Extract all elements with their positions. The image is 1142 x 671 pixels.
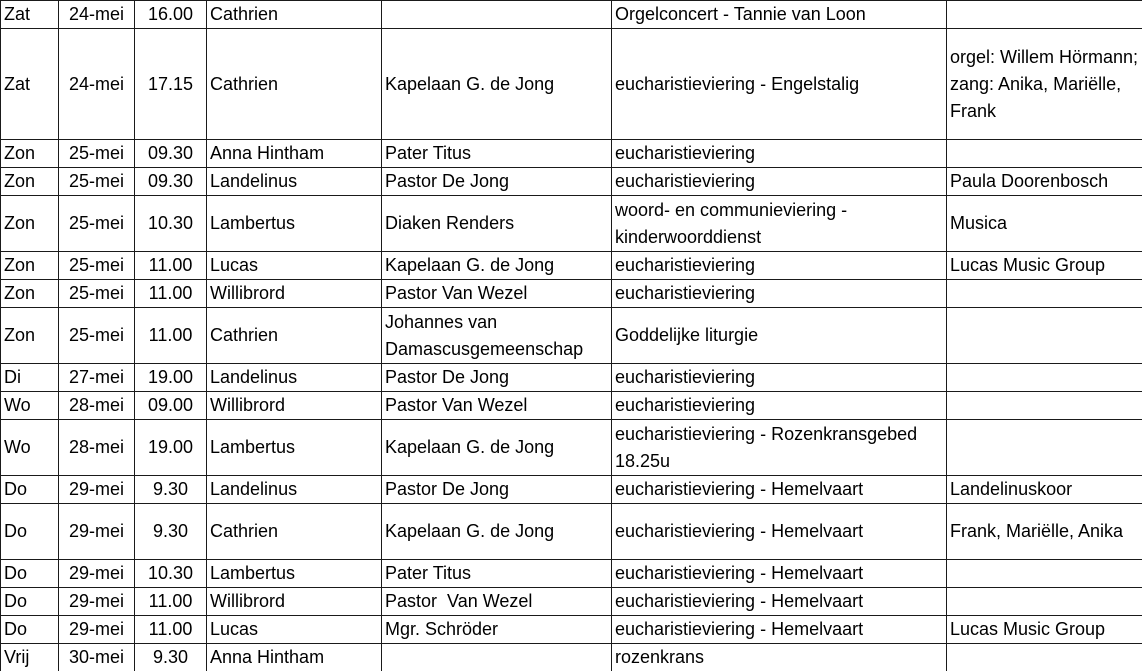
table-row [1, 476, 1142, 504]
time-cell: 9.30 [135, 644, 207, 671]
day-cell: Do [1, 616, 59, 644]
day-cell: Zon [1, 252, 59, 280]
music-cell: Landelinuskoor [947, 476, 1142, 504]
service-type-cell: eucharistieviering - Hemelvaart [612, 560, 947, 588]
time-cell: 19.00 [135, 364, 207, 392]
day-cell: Zon [1, 168, 59, 196]
service-type-cell: woord- en communieviering - kinderwoorddienst [612, 196, 947, 252]
service-type-cell: eucharistieviering - Rozenkransgebed 18.25u [612, 420, 947, 476]
date-cell: 25-mei [59, 308, 135, 364]
celebrant-cell: Pater Titus [382, 560, 612, 588]
time-cell: 9.30 [135, 504, 207, 560]
celebrant-cell: Diaken Renders [382, 196, 612, 252]
church-cell: Landelinus [207, 364, 382, 392]
music-cell [947, 364, 1142, 392]
table-row [1, 560, 1142, 588]
celebrant-cell: Kapelaan G. de Jong [382, 252, 612, 280]
table-row [1, 308, 1142, 364]
table-row [1, 1, 1142, 29]
day-cell: Zon [1, 140, 59, 168]
table-row [1, 280, 1142, 308]
service-type-cell: eucharistieviering [612, 280, 947, 308]
table-row [1, 29, 1142, 140]
celebrant-cell: Johannes van Damascusgemeenschap [382, 308, 612, 364]
date-cell: 29-mei [59, 616, 135, 644]
celebrant-cell: Pater Titus [382, 140, 612, 168]
service-type-cell: eucharistieviering - Hemelvaart [612, 476, 947, 504]
service-type-cell: eucharistieviering - Hemelvaart [612, 504, 947, 560]
music-cell [947, 644, 1142, 671]
time-cell: 10.30 [135, 196, 207, 252]
time-cell: 19.00 [135, 420, 207, 476]
table-row [1, 252, 1142, 280]
church-cell: Willibrord [207, 588, 382, 616]
time-cell: 11.00 [135, 308, 207, 364]
celebrant-cell: Kapelaan G. de Jong [382, 29, 612, 140]
service-type-cell: eucharistieviering [612, 168, 947, 196]
service-type-cell: eucharistieviering - Engelstalig [612, 29, 947, 140]
church-cell: Lucas [207, 252, 382, 280]
celebrant-cell [382, 1, 612, 29]
music-cell [947, 280, 1142, 308]
service-type-cell: eucharistieviering [612, 392, 947, 420]
day-cell: Wo [1, 392, 59, 420]
time-cell: 09.30 [135, 140, 207, 168]
church-cell: Cathrien [207, 29, 382, 140]
table-row [1, 392, 1142, 420]
music-cell: Lucas Music Group [947, 252, 1142, 280]
church-cell: Willibrord [207, 280, 382, 308]
table-row [1, 196, 1142, 252]
music-cell: orgel: Willem Hörmann; zang: Anika, Mariëlle, Frank [947, 29, 1142, 140]
music-cell [947, 560, 1142, 588]
date-cell: 28-mei [59, 420, 135, 476]
service-type-cell: eucharistieviering [612, 364, 947, 392]
celebrant-cell: Pastor Van Wezel [382, 588, 612, 616]
time-cell: 16.00 [135, 1, 207, 29]
day-cell: Do [1, 504, 59, 560]
date-cell: 29-mei [59, 560, 135, 588]
music-cell [947, 588, 1142, 616]
table-row [1, 364, 1142, 392]
day-cell: Di [1, 364, 59, 392]
celebrant-cell: Mgr. Schröder [382, 616, 612, 644]
date-cell: 25-mei [59, 140, 135, 168]
time-cell: 9.30 [135, 476, 207, 504]
service-type-cell: eucharistieviering [612, 252, 947, 280]
celebrant-cell: Pastor De Jong [382, 168, 612, 196]
table-row [1, 420, 1142, 476]
time-cell: 17.15 [135, 29, 207, 140]
church-cell: Lambertus [207, 420, 382, 476]
date-cell: 30-mei [59, 644, 135, 671]
time-cell: 11.00 [135, 616, 207, 644]
table-row [1, 644, 1142, 671]
church-cell: Willibrord [207, 392, 382, 420]
service-type-cell: Orgelconcert - Tannie van Loon [612, 1, 947, 29]
day-cell: Zat [1, 29, 59, 140]
day-cell: Do [1, 588, 59, 616]
table-row [1, 140, 1142, 168]
day-cell: Vrij [1, 644, 59, 671]
time-cell: 09.00 [135, 392, 207, 420]
celebrant-cell: Kapelaan G. de Jong [382, 504, 612, 560]
music-cell [947, 392, 1142, 420]
date-cell: 27-mei [59, 364, 135, 392]
music-cell: Lucas Music Group [947, 616, 1142, 644]
table-row [1, 504, 1142, 560]
day-cell: Wo [1, 420, 59, 476]
day-cell: Do [1, 560, 59, 588]
music-cell: Musica [947, 196, 1142, 252]
celebrant-cell: Pastor De Jong [382, 364, 612, 392]
church-cell: Anna Hintham [207, 140, 382, 168]
service-type-cell: rozenkrans [612, 644, 947, 671]
music-cell [947, 140, 1142, 168]
celebrant-cell: Pastor Van Wezel [382, 392, 612, 420]
day-cell: Zat [1, 1, 59, 29]
celebrant-cell: Pastor De Jong [382, 476, 612, 504]
date-cell: 28-mei [59, 392, 135, 420]
time-cell: 11.00 [135, 280, 207, 308]
day-cell: Do [1, 476, 59, 504]
celebrant-cell: Pastor Van Wezel [382, 280, 612, 308]
church-cell: Lambertus [207, 196, 382, 252]
music-cell [947, 308, 1142, 364]
time-cell: 09.30 [135, 168, 207, 196]
day-cell: Zon [1, 196, 59, 252]
date-cell: 29-mei [59, 504, 135, 560]
table-row [1, 616, 1142, 644]
church-cell: Cathrien [207, 1, 382, 29]
table-row [1, 588, 1142, 616]
date-cell: 29-mei [59, 588, 135, 616]
date-cell: 25-mei [59, 168, 135, 196]
service-type-cell: eucharistieviering - Hemelvaart [612, 588, 947, 616]
church-cell: Lucas [207, 616, 382, 644]
church-cell: Cathrien [207, 504, 382, 560]
table-row [1, 168, 1142, 196]
date-cell: 24-mei [59, 1, 135, 29]
date-cell: 25-mei [59, 196, 135, 252]
date-cell: 25-mei [59, 280, 135, 308]
service-type-cell: Goddelijke liturgie [612, 308, 947, 364]
day-cell: Zon [1, 280, 59, 308]
celebrant-cell: Kapelaan G. de Jong [382, 420, 612, 476]
church-cell: Lambertus [207, 560, 382, 588]
church-cell: Landelinus [207, 476, 382, 504]
service-type-cell: eucharistieviering [612, 140, 947, 168]
time-cell: 11.00 [135, 588, 207, 616]
music-cell: Frank, Mariëlle, Anika [947, 504, 1142, 560]
church-cell: Landelinus [207, 168, 382, 196]
church-cell: Cathrien [207, 308, 382, 364]
time-cell: 11.00 [135, 252, 207, 280]
celebrant-cell [382, 644, 612, 671]
date-cell: 25-mei [59, 252, 135, 280]
music-cell: Paula Doorenbosch [947, 168, 1142, 196]
time-cell: 10.30 [135, 560, 207, 588]
day-cell: Zon [1, 308, 59, 364]
church-cell: Anna Hintham [207, 644, 382, 671]
music-cell [947, 420, 1142, 476]
music-cell [947, 1, 1142, 29]
service-type-cell: eucharistieviering - Hemelvaart [612, 616, 947, 644]
date-cell: 24-mei [59, 29, 135, 140]
date-cell: 29-mei [59, 476, 135, 504]
